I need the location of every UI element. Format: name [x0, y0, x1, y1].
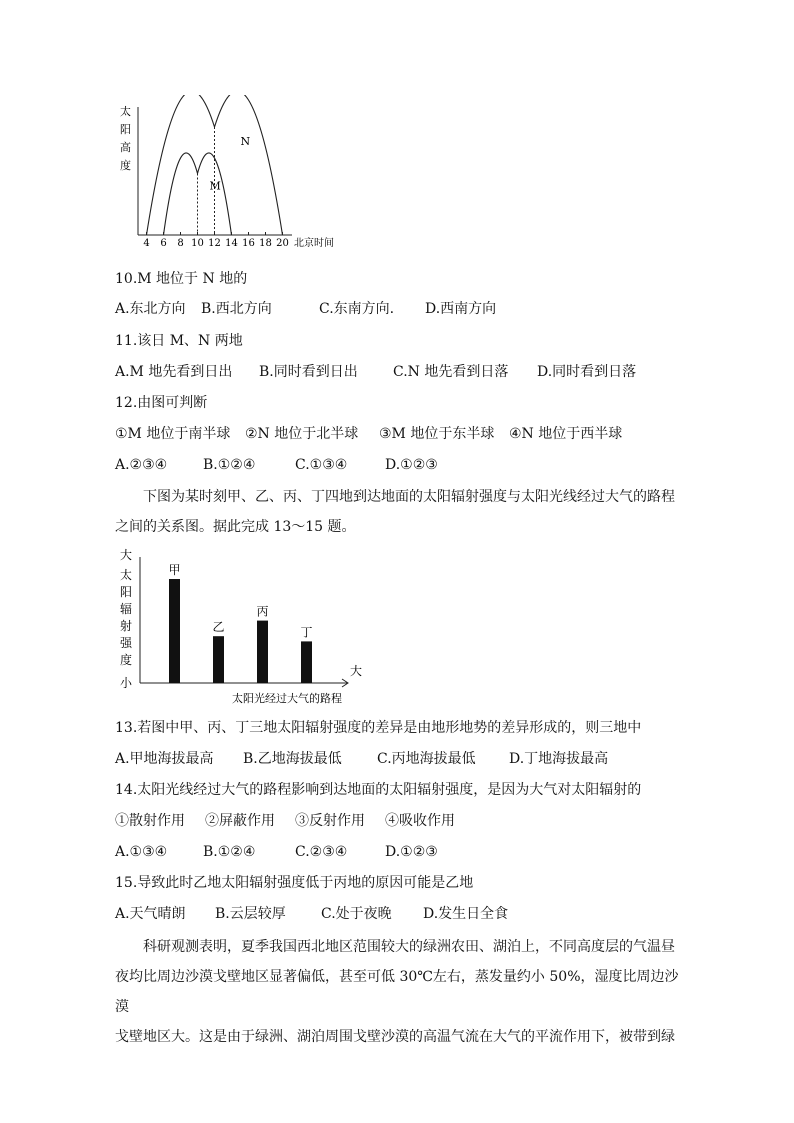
q13-option-b[interactable]: B.乙地海拔最低: [243, 751, 342, 767]
q10-option-d[interactable]: D.西南方向: [425, 301, 497, 317]
question-10-stem: 10.M 地位于 N 地的: [115, 271, 248, 287]
chart1-x-tick-label: 18: [259, 238, 272, 249]
q11-option-c[interactable]: C.N 地先看到日落: [393, 364, 509, 380]
chart2-bar-label-1: 甲: [168, 563, 181, 577]
chart1-ylabel-char: 度: [120, 159, 131, 172]
chart2-ylabel-char: 强: [120, 636, 133, 650]
q10-option-a[interactable]: A.东北方向: [115, 301, 186, 317]
chart1-x-tick-label: 4: [143, 238, 150, 249]
question-15-options: [115, 905, 508, 923]
q12-option-c[interactable]: C.①③④: [295, 457, 348, 473]
intro-13-15-line1: 下图为某时刻甲、乙、丙、丁四地到达地面的太阳辐射强度与太阳光线经过大气的路程: [143, 489, 675, 505]
question-14-options: [115, 843, 438, 861]
question-14-stem: 14.太阳光线经过大气的路程影响到达地面的太阳辐射强度，是因为大气对太阳辐射的: [115, 782, 642, 798]
chart1-ylabel: [120, 104, 131, 172]
q14-option-d[interactable]: D.①②③: [385, 844, 438, 860]
chart2-ylabel-char: 射: [120, 619, 133, 633]
q14-option-a[interactable]: A.①③④: [115, 844, 168, 860]
chart2-y-bottom-label: 小: [120, 676, 133, 690]
q11-option-a[interactable]: A.M 地先看到日出: [115, 364, 233, 380]
chart1-x-tick-label: 10: [191, 238, 204, 249]
chart1-series-label-M: M: [209, 179, 221, 193]
q12-statement-3: ③M 地位于东半球: [379, 426, 495, 442]
q11-option-d[interactable]: D.同时看到日落: [537, 364, 637, 380]
q14-option-b[interactable]: B.①②④: [203, 844, 256, 860]
chart1-x-tick-label: 8: [177, 238, 184, 249]
chart1-ylabel-char: 高: [120, 141, 131, 154]
q12-option-d[interactable]: D.①②③: [385, 457, 438, 473]
question-12-stem: 12.由图可判断: [115, 395, 208, 411]
q15-option-c[interactable]: C.处于夜晚: [321, 906, 392, 922]
q14-option-c[interactable]: C.②③④: [295, 844, 348, 860]
q14-statement-2: ②屏蔽作用: [205, 813, 275, 829]
q15-option-b[interactable]: B.云层较厚: [215, 906, 286, 922]
final-passage-line2: 夜均比周边沙漠戈壁地区显著偏低，甚至可低 30℃左右，蒸发量约小 50%，湿度比周边沙漠: [115, 969, 679, 1015]
chart2-ylabel-char: 辐: [120, 602, 133, 616]
chart2-bar-label-3: 丙: [256, 604, 269, 619]
chart2-y-top-label: 大: [120, 548, 133, 562]
q14-statement-1: ①散射作用: [115, 813, 185, 829]
question-14-statements: [115, 812, 455, 830]
question-12-options: [115, 456, 438, 474]
chart1-x-tick-label: 16: [242, 238, 255, 249]
q10-option-b[interactable]: B.西北方向: [201, 301, 272, 317]
intro-13-15-line2: 之间的关系图。据此完成 13～15 题。: [115, 519, 356, 535]
final-passage-line1: 科研观测表明，夏季我国西北地区范围较大的绿洲农田、湖泊上，不同高度层的气温昼: [143, 939, 675, 955]
q12-statement-4: ④N 地位于西半球: [509, 426, 623, 442]
chart1-ylabel-char: 阳: [120, 123, 131, 136]
q13-option-d[interactable]: D.丁地海拔最高: [509, 751, 609, 767]
question-13-stem: 13.若图中甲、丙、丁三地太阳辐射强度的差异是由地形地势的差异形成的，则三地中: [115, 720, 642, 736]
chart2-bar-3: [257, 621, 268, 683]
chart2-x-end-label: 大: [350, 664, 363, 678]
q13-option-c[interactable]: C.丙地海拔最低: [377, 751, 476, 767]
solar-altitude-chart: [110, 95, 360, 255]
chart2-ylabel-char: 度: [120, 653, 133, 667]
final-passage: [115, 932, 685, 1052]
chart1-ylabel-char: 太: [120, 105, 131, 118]
question-13-options: [115, 750, 608, 768]
final-passage-line3: 戈壁地区大。这是由于绿洲、湖泊周围戈壁沙漠的高温气流在大气的平流作用下，被带到绿: [115, 1029, 675, 1045]
chart1-x-tick-label: 14: [225, 238, 238, 249]
q15-option-a[interactable]: A.天气晴朗: [115, 906, 186, 922]
chart2-ylabel-char: 阳: [120, 585, 133, 599]
chart2-bar-4: [301, 641, 312, 683]
chart2-bar-label-2: 乙: [212, 620, 225, 635]
chart2-ylabel-char: 太: [120, 568, 133, 582]
question-11-stem: 11.该日 M、N 两地: [115, 333, 243, 349]
chart1-x-tick-label: 20: [276, 238, 289, 249]
chart1-x-tick-label: 12: [208, 238, 221, 249]
chart2-bar-label-4: 丁: [300, 625, 313, 640]
chart2-xlabel: 太阳光经过大气的路程: [232, 692, 342, 705]
question-11-options: [115, 363, 636, 381]
q14-statement-3: ③反射作用: [295, 813, 365, 829]
q12-option-a[interactable]: A.②③④: [115, 457, 168, 473]
q12-statement-1: ①M 地位于南半球: [115, 426, 231, 442]
chart1-series-label-N: N: [240, 135, 251, 148]
solar-radiation-chart: [110, 545, 380, 710]
chart2-bar-2: [213, 636, 224, 683]
q15-option-d[interactable]: D.发生日全食: [423, 906, 509, 922]
q11-option-b[interactable]: B.同时看到日出: [259, 364, 358, 380]
question-12-statements: [115, 425, 622, 443]
q12-statement-2: ②N 地位于北半球: [245, 426, 359, 442]
intro-13-15: [115, 482, 685, 542]
chart1-x-tick-label: 6: [160, 238, 167, 249]
q14-statement-4: ④吸收作用: [385, 813, 455, 829]
chart1-xlabel: 北京时间: [294, 238, 334, 249]
q13-option-a[interactable]: A.甲地海拔最高: [115, 751, 214, 767]
question-10-options: [115, 300, 496, 318]
question-15-stem: 15.导致此时乙地太阳辐射强度低于丙地的原因可能是乙地: [115, 875, 474, 891]
q12-option-b[interactable]: B.①②④: [203, 457, 256, 473]
chart2-bar-1: [169, 579, 180, 683]
q10-option-c[interactable]: C.东南方向.: [319, 301, 395, 317]
